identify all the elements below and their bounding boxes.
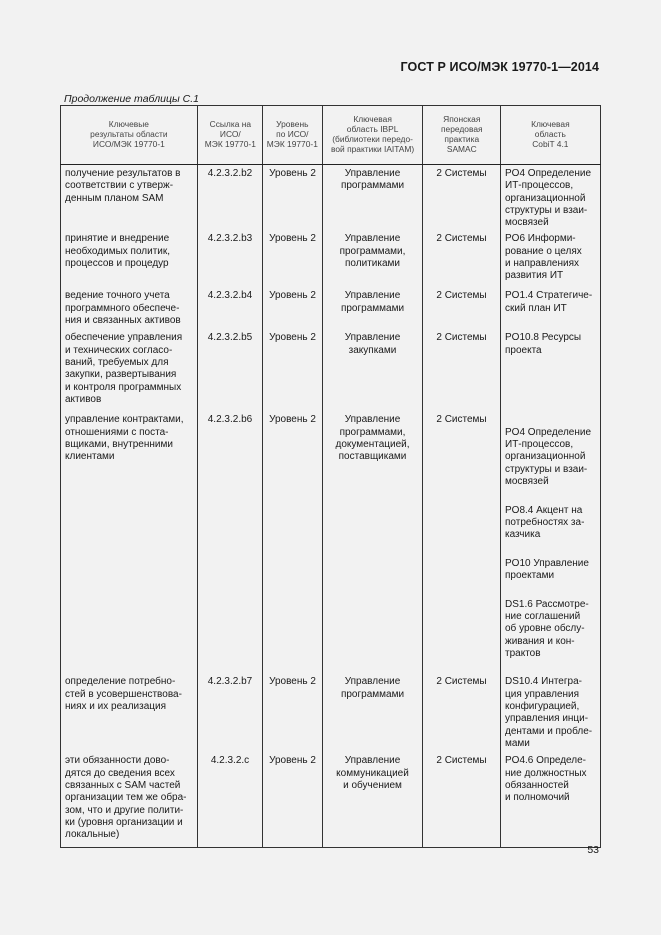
result-cell: ведение точного учета программного обеспече- ния и связанных активов [61, 290, 198, 332]
ibpl-cell: Управление программами [323, 290, 423, 332]
reference-cell: 4.2.3.2.b6 [198, 414, 263, 676]
result-cell: принятие и внедрение необходимых политик, процессов и процедур [61, 233, 198, 290]
column-header-level: Уровень по ИСО/ МЭК 19770-1 [263, 106, 323, 165]
page-number: 53 [587, 844, 599, 856]
column-header-results: Ключевые результаты области ИСО/МЭК 19770-1 [61, 106, 198, 165]
level-cell: Уровень 2 [263, 332, 323, 414]
samac-cell: 2 Системы [423, 414, 501, 676]
result-cell: получение результатов в соответствии с утверж- денным планом SAM [61, 165, 198, 234]
cobit-cell [501, 165, 601, 234]
result-cell: обеспечение управления и технических согласо- ваний, требуемых для закупки, развертывания и контроля программных активов [61, 332, 198, 414]
reference-cell: 4.2.3.2.c [198, 755, 263, 847]
result-cell: управление контрактами, отношениями с поста- вщиками, внутренними клиентами [61, 414, 198, 676]
level-cell: Уровень 2 [263, 676, 323, 755]
cobit-cell [501, 676, 601, 755]
samac-cell: 2 Системы [423, 755, 501, 847]
cobit-objective: DS1.6 Рассмотре- ние соглашений об уровне обслу- живания и кон- трактов [505, 598, 589, 659]
ibpl-cell: Управление программами [323, 165, 423, 234]
samac-cell: 2 Системы [423, 676, 501, 755]
ibpl-cell: Управление программами, политиками [323, 233, 423, 290]
cobit-objective: DS10.4 Интегра- ция управления конфигурацией, управления инци- дентами и пробле- мами [505, 676, 593, 749]
cobit-cell [501, 755, 601, 847]
level-cell: Уровень 2 [263, 290, 323, 332]
column-header-cobit: Ключевая область CobiT 4.1 [501, 106, 601, 165]
cobit-objective: PO1.4 Стратегиче- ский план ИТ [505, 290, 593, 314]
column-header-samac: Японская передовая практика SAMAC [423, 106, 501, 165]
cobit-objective: PO8.4 Акцент на потребностях за- казчика [505, 504, 585, 541]
reference-cell: 4.2.3.2.b7 [198, 676, 263, 755]
result-cell: эти обязанности дово- дятся до сведения всех связанных с SAM частей организации тем же обра- зом, что и другие полити- ки (уровня организации и локальные) [61, 755, 198, 847]
level-cell: Уровень 2 [263, 755, 323, 847]
table-row [61, 676, 601, 755]
ibpl-cell: Управление программами [323, 676, 423, 755]
ibpl-cell: Управление закупками [323, 332, 423, 414]
samac-cell: 2 Системы [423, 165, 501, 234]
table-row [61, 414, 601, 676]
column-header-reference: Ссылка на ИСО/ МЭК 19770-1 [198, 106, 263, 165]
cobit-objective: PO6 Информи- рование о целях и направлениях развития ИТ [505, 233, 582, 282]
table-header-row [61, 106, 601, 165]
table-row [61, 165, 601, 234]
samac-cell: 2 Системы [423, 290, 501, 332]
reference-cell: 4.2.3.2.b5 [198, 332, 263, 414]
cobit-objective: PO4 Определение ИТ-процессов, организационной структуры и взаи- мосвязей [505, 168, 592, 229]
level-cell: Уровень 2 [263, 165, 323, 234]
table-row [61, 755, 601, 847]
ibpl-cell: Управление коммуникацией и обучением [323, 755, 423, 847]
cobit-cell [501, 332, 601, 414]
mapping-table [60, 105, 601, 848]
column-header-ibpl: Ключевая область IBPL (библиотеки передо- вой практики IAITAM) [323, 106, 423, 165]
table-row [61, 233, 601, 290]
cobit-cell [501, 233, 601, 290]
cobit-cell [501, 414, 601, 676]
table-row [61, 290, 601, 332]
standard-title: ГОСТ Р ИСО/МЭК 19770-1—2014 [400, 60, 599, 74]
table-row [61, 332, 601, 414]
reference-cell: 4.2.3.2.b3 [198, 233, 263, 290]
cobit-objective: PO10 Управление проектами [505, 557, 589, 582]
reference-cell: 4.2.3.2.b4 [198, 290, 263, 332]
level-cell: Уровень 2 [263, 233, 323, 290]
level-cell: Уровень 2 [263, 414, 323, 676]
samac-cell: 2 Системы [423, 233, 501, 290]
result-cell: определение потребно- стей в усовершенствова- ниях и их реализация [61, 676, 198, 755]
cobit-objective: PO10.8 Ресурсы проекта [505, 332, 582, 356]
ibpl-cell: Управление программами, документацией, поставщиками [323, 414, 423, 676]
cobit-objective: PO4 Определение ИТ-процессов, организационной структуры и взаи- мосвязей [505, 426, 592, 487]
cobit-objective: PO4.6 Определе- ние должностных обязанностей и полномочий [505, 755, 587, 804]
table-continuation-caption: Продолжение таблицы С.1 [64, 93, 199, 105]
samac-cell: 2 Системы [423, 332, 501, 414]
reference-cell: 4.2.3.2.b2 [198, 165, 263, 234]
cobit-cell [501, 290, 601, 332]
